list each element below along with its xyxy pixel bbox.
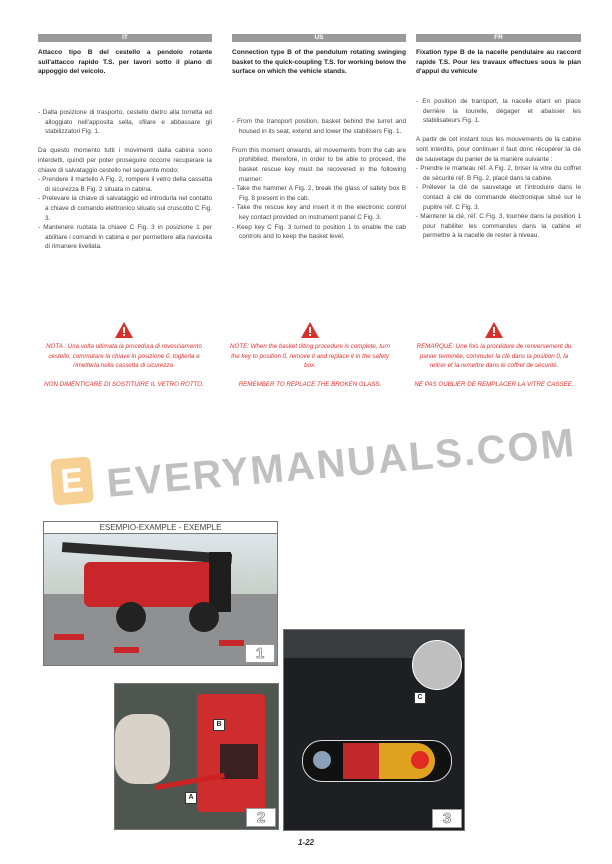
list-item: - Prélever la clé de sauvetage et l'introduire dans le contact à clé de commande électronique situé sur le pupitre réf. C Fig. 3. xyxy=(416,184,581,211)
list-item: - Mantenere ruotata la chiave C Fig. 3 in posizione 1 per abilitare i comandi in cabina e per permettere alla navicella di rimanere livellata. xyxy=(38,224,212,251)
list-item: - Maintenir la clé, réf. C Fig. 3, tournée dans la position 1 pour habiliter les commandes dans la cabine et permettre à la nacelle de rester à niveau. xyxy=(416,213,581,240)
figure-number: 2 xyxy=(246,808,276,827)
section-title: Connection type B of the pendulum rotating swinging basket to the quick-coupling T.S. for working below the surface on which the vehicle stands. xyxy=(232,49,406,76)
column-it xyxy=(38,34,212,94)
column-us xyxy=(232,34,406,104)
list-item: - Keep key C Fig. 3 turned to position 1 to enable the cab controls and to keep the basket level. xyxy=(232,223,406,241)
note-text: NOTA : Una volta ultimata la procedura di rovesciamento cestello, commutare la chiave in posizione 0, toglierla e rimetterla nella cassetta di sicurezza. xyxy=(46,343,202,370)
figure-number: 3 xyxy=(432,809,462,828)
column-fr xyxy=(416,34,581,89)
paragraph: A partir de cet instant tous les mouvements de la cabine sont interdits, pour continuer il faut donc récupérer la clé de sauvetage du panier de la manière suivante : xyxy=(416,136,581,163)
list-item: - Prelevare la chiave di salvataggio ed introdurla nel contatto a chiave di comando elettronico situato sul cruscotto C Fig. 3. xyxy=(38,195,212,222)
section-title: Attacco tipo B del cestello a pendolo rotante sull'attacco rapido T.S. per lavori sotto il piano di appoggio del veicolo. xyxy=(38,49,212,76)
body-it xyxy=(38,108,212,252)
note-fr xyxy=(414,322,574,422)
label-b: B xyxy=(213,719,225,731)
section-title: Fixation type B de la nacelle pendulaire au raccord rapide T.S. Pour les travaux effectues sous le plan d'appui du vehicule xyxy=(416,49,581,76)
figure-1-telehandler-photo xyxy=(43,521,278,666)
watermark-logo-icon: E xyxy=(50,456,94,505)
body-us xyxy=(232,117,406,242)
control-panel xyxy=(302,740,452,782)
note-reminder: REMEMBER TO REPLACE THE BROKEN GLASS. xyxy=(238,380,382,388)
figure-2-safety-box-photo xyxy=(114,683,279,830)
body-fr xyxy=(416,97,581,241)
paragraph: From this moment onwards, all movements from the cab are prohibited, therefore, in order to be able to proceed, the basket rescue key must be recovered in the following manner: xyxy=(232,146,406,183)
figure-caption: ESEMPIO-EXAMPLE - EXEMPLE xyxy=(44,522,277,534)
list-item: - Prendre le marteau réf. A Fig. 2, briser la vitre du coffret de sécurité réf. B Fig. 2, placé dans la cabine. xyxy=(416,165,581,182)
page-number: 1-22 xyxy=(297,838,314,847)
paragraph: - En position de transport, la nacelle étant en place derrière la tourelle, dégager et abaisser les stabilisateurs Fig. 1. xyxy=(416,98,581,125)
list-item: - Take the hammer A Fig. 2, break the glass of safety box B Fig. 8 present in the cab. xyxy=(232,185,406,202)
watermark: EVERYMANUALS.COM xyxy=(105,420,578,506)
paragraph: - From the transport position, basket behind the turret and housed in its seat, extend and lower the stabilisers Fig. 1. xyxy=(232,118,406,135)
list-item: - Prendere il martello A Fig. 2, rompere il vetro della cassetta di sicurezza B Fig. 2 situata in cabina. xyxy=(38,176,212,193)
warning-icon xyxy=(485,322,503,338)
note-text: REMARQUE: Une fois la procédure de renversement du panier terminée, commuter la clé dans la position 0, la retirer et la remettre dans le coffret de sécurité. xyxy=(416,343,572,370)
label-c: C xyxy=(414,692,426,704)
note-reminder: NE PAS OUBLIER DE REMPLACER LA VITRE CASSEE. xyxy=(414,380,574,388)
lang-header: FR xyxy=(416,34,581,42)
lang-header: US xyxy=(232,34,406,42)
paragraph: - Dalla posizione di trasporto, cestello dietro alla torretta ed alloggiato nell'apposita sella, sfilare e abbassare gli stabilizzatori Fig. 1. xyxy=(38,109,212,136)
paragraph: Da questo momento tutti i movimenti dalla cabina sono interdetti, quindi per poter proseguire occorre recuperare la chiave di salvataggio cestello nel seguente modo: xyxy=(38,147,212,174)
warning-icon xyxy=(115,322,133,338)
note-it xyxy=(44,322,204,422)
machine-body xyxy=(84,562,214,607)
note-reminder: NON DIMENTICARE DI SOSTITUIRE IL VETRO ROTTO. xyxy=(44,380,204,388)
figure-3-instrument-panel-photo xyxy=(283,629,465,831)
label-a: A xyxy=(185,792,197,804)
figure-number: 1 xyxy=(245,644,275,663)
warning-icon xyxy=(301,322,319,338)
list-item: - Take the rescue key and insert it in the electronic control key contact provided on instrument panel C Fig. 3. xyxy=(232,204,406,221)
lang-header: IT xyxy=(38,34,212,42)
key-detail-inset xyxy=(412,640,462,690)
note-text: NOTE: When the basket tilting procedure is complete, turn the key to position 0, remove it and replace it in the safety box. xyxy=(230,343,390,370)
hand xyxy=(115,714,170,784)
note-us xyxy=(230,322,390,422)
